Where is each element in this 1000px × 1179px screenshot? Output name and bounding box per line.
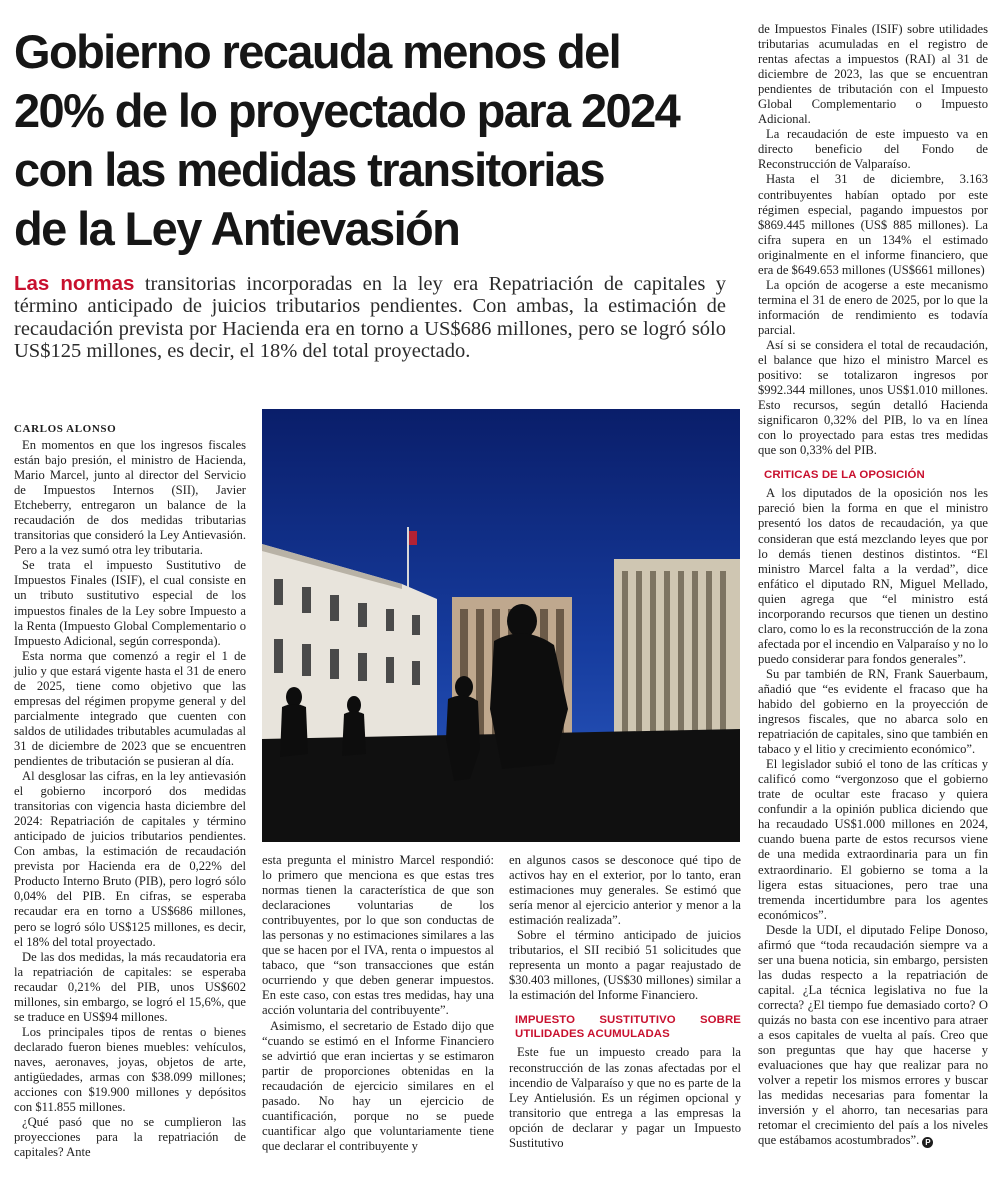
paragraph: De las dos medidas, la más recaudatoria era la repatriación de capitales: se esperaba recaudar 0,21% del PIB, unos US$602 millones, sin embargo, se logró el 15,6%, que se traduce en US$94 millones. [14, 949, 246, 1024]
paragraph: Su par también de RN, Frank Sauerbaum, añadió que “es evidente el fracaso que ha habido del gobierno en la proyección de ingresos fiscales, que no abarca solo en repatriación de capitales, sino que también en tabaco y el litio y crecimiento económico”. [758, 666, 988, 757]
paragraph: Sobre el término anticipado de juicios tributarios, el SII recibió 51 solicitudes que representa un monto a pagar reajustado de $30.403 millones, (US$30 millones) similar a la estimación del Informe Financiero. [509, 928, 741, 1003]
lead-kicker: Las normas [14, 272, 135, 295]
paragraph: ¿Qué pasó que no se cumplieron las proyecciones para la repatriación de capitales? Ante [14, 1115, 246, 1160]
paragraph: Hasta el 31 de diciembre, 3.163 contribuyentes habían optado por este régimen especial, pagando impuestos por $869.445 millones (US$ 885 millones). La cifra supera en un 134% el estimado originalmente en el informe financiero, que era de $649.653 millones (US$661 millones) [758, 172, 988, 277]
column-1 [14, 422, 246, 1160]
paragraph: Este fue un impuesto creado para la reconstrucción de las zonas afectadas por el incendio de Valparaíso y que no es parte de la Ley Antielusión. Es un régimen opcional y transitorio que entrega a las empresas la opción de declarar y pagar un Impuesto Sustitutivo [509, 1045, 741, 1150]
paragraph: En momentos en que los ingresos fiscales están bajo presión, el ministro de Hacienda, Mario Marcel, junto al director del Servicio de Impuestos Internos (SII), Javier Etcheberry, entregaron un balance de la recaudación de dos medidas tributarias transitorias que consideró la Ley Antievasión. Pero a la vez sumó otra ley tributaria. [14, 438, 246, 558]
headline-line: de la Ley Antievasión [14, 202, 460, 255]
headline [14, 22, 744, 258]
article-photo [262, 409, 740, 842]
column-4 [758, 22, 988, 1148]
paragraph: Al desglosar las cifras, en la ley antievasión el gobierno incorporó dos medidas transitorias con vigencia hasta diciembre del 2024: Repatriación de capitales y término anticipado de juicios tributarios pendientes. Con ambas, la estimación de recaudación prevista por Hacienda era de 0,22% del Producto Interno Bruto (PIB), pero logró sólo 0,04% del PIB. En cifras, se esperaba recaudar era en torno a US$686 millones, pero se logró sólo US$125 millones, es decir, el 18% del total proyectado. [14, 769, 246, 949]
paragraph: de Impuestos Finales (ISIF) sobre utilidades tributarias acumuladas en el registro de rentas afectas a impuestos (RAI) al 31 de diciembre de 2023, las que se encuentran pendientes de tributación con el Impuesto Global Complementario o Impuesto Adicional. [758, 22, 988, 127]
paragraph: esta pregunta el ministro Marcel respondió: lo primero que menciona es que estas tres normas tienen la característica de que son declaraciones voluntarias de los contribuyentes, por lo que son conductas de las personas y no estimaciones similares a las que se hacen por el IVA, renta o impuestos al tabaco, que “son transacciones que están ocurriendo y que deben generar impuestos. En este caso, con estas tres medidas, hay una acción voluntaria del contribuyente”. [262, 853, 494, 1018]
paragraph: en algunos casos se desconoce qué tipo de activos hay en el exterior, por lo tanto, eran estimaciones muy generales. Se estimó que sería menor al ejercicio anterior y menor a la estimación realizada”. [509, 853, 741, 928]
paragraph: Los principales tipos de rentas o bienes declarado fueron bienes muebles: vehículos, naves, aeronaves, joyas, objetos de arte, antigüedades, armas con $38.099 millones; acciones con $19.900 millones y depósitos con $11.855 millones. [14, 1024, 246, 1115]
headline-line: con las medidas transitorias [14, 143, 604, 196]
paragraph: Esta norma que comenzó a regir el 1 de julio y que estará vigente hasta el 31 de enero de 2025, tiene como objetivo que las empresas del régimen propyme general y del parcialmente integrado que cuenten con saldos de utilidades tributables acumuladas al 31 de diciembre de 2023 que se encuentren pendientes de tributación se pusieran al día. [14, 648, 246, 768]
end-mark-icon: P [922, 1137, 933, 1148]
paragraph: Asimismo, el secretario de Estado dijo que “cuando se estimó en el Informe Financiero se advirtió que eran inciertas y se estimaron partir de proporciones obtenidas en la recaudación de ejercicio similares en el pasado. No hay un ejercicio de cuantificación, porque no se puede cuantificar algo que voluntariamente tiene que declarar el contribuyente y [262, 1018, 494, 1153]
byline: CARLOS ALONSO [14, 423, 117, 435]
paragraph-text: Desde la UDI, el diputado Felipe Donoso, afirmó que “toda recaudación siempre va a ser una buena noticia, sin embargo, persisten las dudas respecto a la repatriación de capital. ¿La técnica legislativa no fue la correcta? ¿El tiempo fue demasiado corto? O quizás no basta con ese incentivo para atraer a esos capitales de vuelta al país. Creo que son preguntas que hay que hacerse y evaluaciones que hay que realizar para no volver a repetir los mismos errores y buscar las medidas necesarias para fomentar la inversión y el ahorro, tan necesarias para retomar el crecimiento del país a los niveles que estábamos acostumbrados”. [758, 922, 988, 1148]
paragraph: Se trata el impuesto Sustitutivo de Impuestos Finales (ISIF), el cual consiste en un tributo sustitutivo especial de los impuestos finales de la Ley sobre Impuesto a la Renta (Impuesto Global Complementario o Impuesto Adicional, según corresponda). [14, 558, 246, 648]
lead-text: transitorias incorporadas en la ley era Repatriación de capitales y término anticipado de juicios tributarios pendientes. Con ambas, la estimación de recaudación prevista por Hacienda era en torno a US$686 millones, pero se logró sólo US$125 millones, es decir, el 18% del total proyectado. [14, 273, 727, 363]
headline-line: Gobierno recauda menos del [14, 25, 621, 78]
paragraph: La opción de acogerse a este mecanismo termina el 31 de enero de 2025, por lo que la información de rendimiento es todavía parcial. [758, 277, 988, 337]
lead-paragraph [14, 273, 726, 363]
paragraph: Así si se considera el total de recaudación, el balance que hizo el ministro Marcel es positivo: se totalizaron ingresos por $992.344 millones, unos US$1.010 millones. Esto recursos, según detalló Hacienda significaron 0,32% del PIB, lo va en línea con lo proyectado para estas tres medidas que son 0,33% del PIB. [758, 337, 988, 458]
paragraph [758, 923, 988, 1149]
paragraph: A los diputados de la oposición nos les pareció bien la forma en que el ministro presentó los datos de recaudación, ya que consideran que está mezclando leyes que por lo demás tienen destinos distintos. “El ministro Marcel falta a la verdad”, dice enfático el diputado RN, Miguel Mellado, quien agrega que “el ministro está incorporando recursos que tienen un destino claro, como lo es la reconstrucción de la zona afectada por el incendio en Valparaíso y no lo puedo considerar para fondos generales”. [758, 486, 988, 666]
headline-line: 20% de lo proyectado para 2024 [14, 84, 680, 137]
column-3 [509, 853, 741, 1151]
paragraph: El legislador subió el tono de las críticas y calificó como “vergonzoso que el gobierno trate de ocultar este fracaso y quiera confundir a la opinión publica diciendo que ha recaudado US$1.000 millones en 2024, cuando buena parte de estos recursos viene de una medida extraordinaria para un fin extraordinario. El gobierno se toma a la ligera estas situaciones, pero trae una tremenda incertidumbre para los agentes económicos”. [758, 757, 988, 922]
paragraph: La recaudación de este impuesto va en directo beneficio del Fondo de Reconstrucción de Valparaíso. [758, 127, 988, 172]
section-subhead: IMPUESTO SUSTITUTIVO SOBRE UTILIDADES ACUMULADAS [515, 1014, 741, 1041]
section-subhead: CRITICAS DE LA OPOSICIÓN [764, 469, 925, 482]
column-2 [262, 853, 494, 1154]
la-moneda-photo [262, 409, 740, 842]
